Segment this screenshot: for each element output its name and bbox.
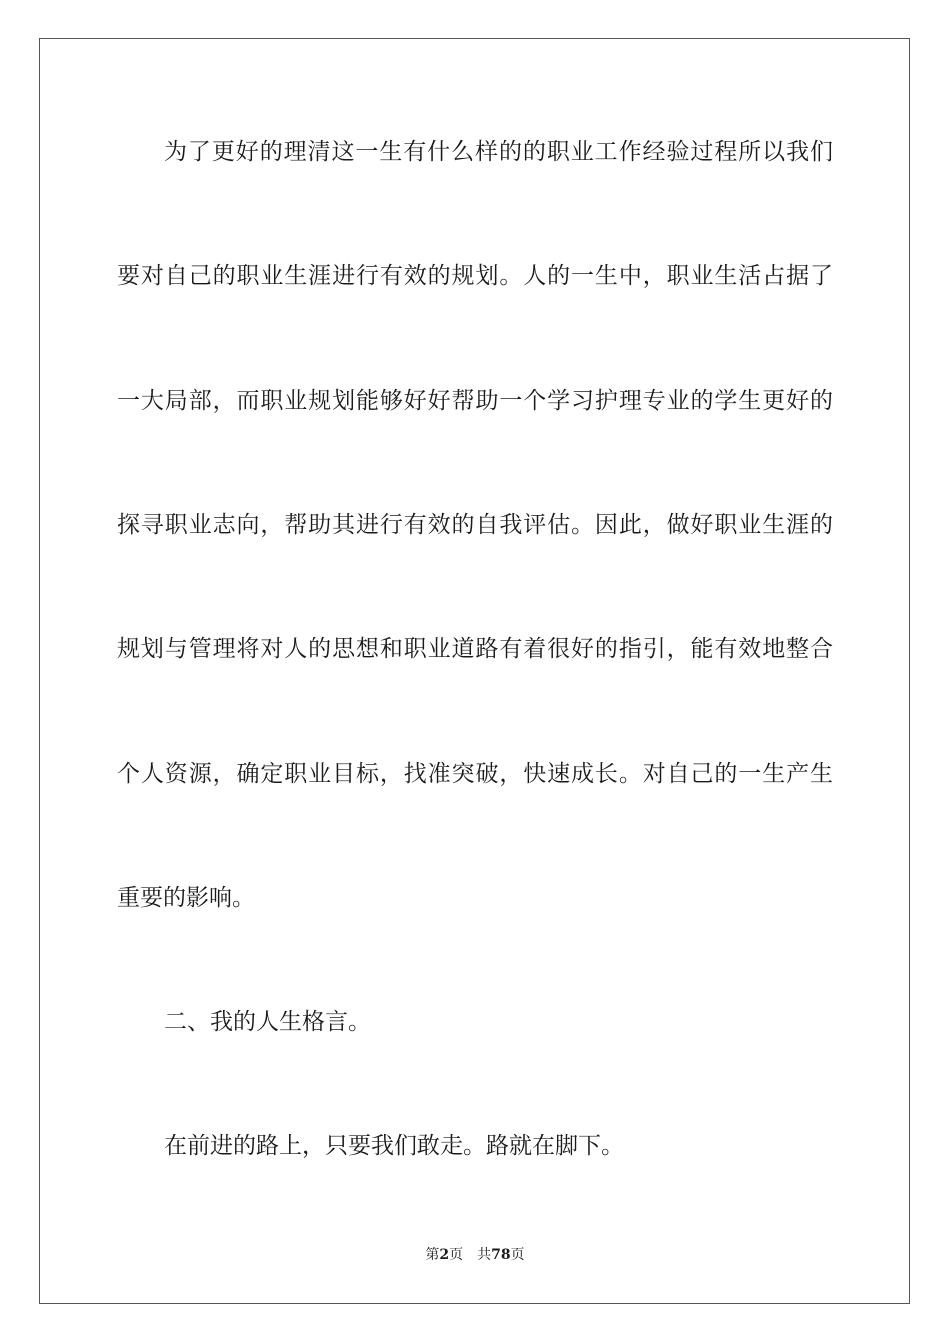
footer-page-word: 页: [449, 1247, 464, 1263]
paragraph-line: 探寻职业志向，帮助其进行有效的自我评估。因此，做好职业生涯的: [117, 512, 833, 538]
section-heading: 二、我的人生格言。: [164, 1009, 371, 1035]
current-page-number: 2: [439, 1247, 450, 1263]
total-pages-number: 78: [491, 1247, 511, 1263]
paragraph-line: 重要的影响。: [117, 885, 255, 911]
footer-total-suffix: 页: [510, 1247, 525, 1263]
paragraph-line: 个人资源，确定职业目标，找准突破，快速成长。对自己的一生产生: [117, 761, 833, 787]
paragraph-line: 要对自己的职业生涯进行有效的规划。人的一生中，职业生活占据了: [117, 263, 833, 289]
page-footer: [0, 1246, 950, 1264]
paragraph-line: 为了更好的理清这一生有什么样的的职业工作经验过程所以我们: [164, 139, 833, 165]
motto-text: 在前进的路上，只要我们敢走。路就在脚下。: [164, 1133, 624, 1159]
footer-prefix: 第: [425, 1247, 440, 1263]
footer-total-prefix: 共: [477, 1247, 492, 1263]
paragraph-line: 规划与管理将对人的思想和职业道路有着很好的指引，能有效地整合: [117, 636, 833, 662]
paragraph-line: 一大局部，而职业规划能够好好帮助一个学习护理专业的学生更好的: [117, 388, 833, 414]
page-frame: [39, 38, 910, 1304]
